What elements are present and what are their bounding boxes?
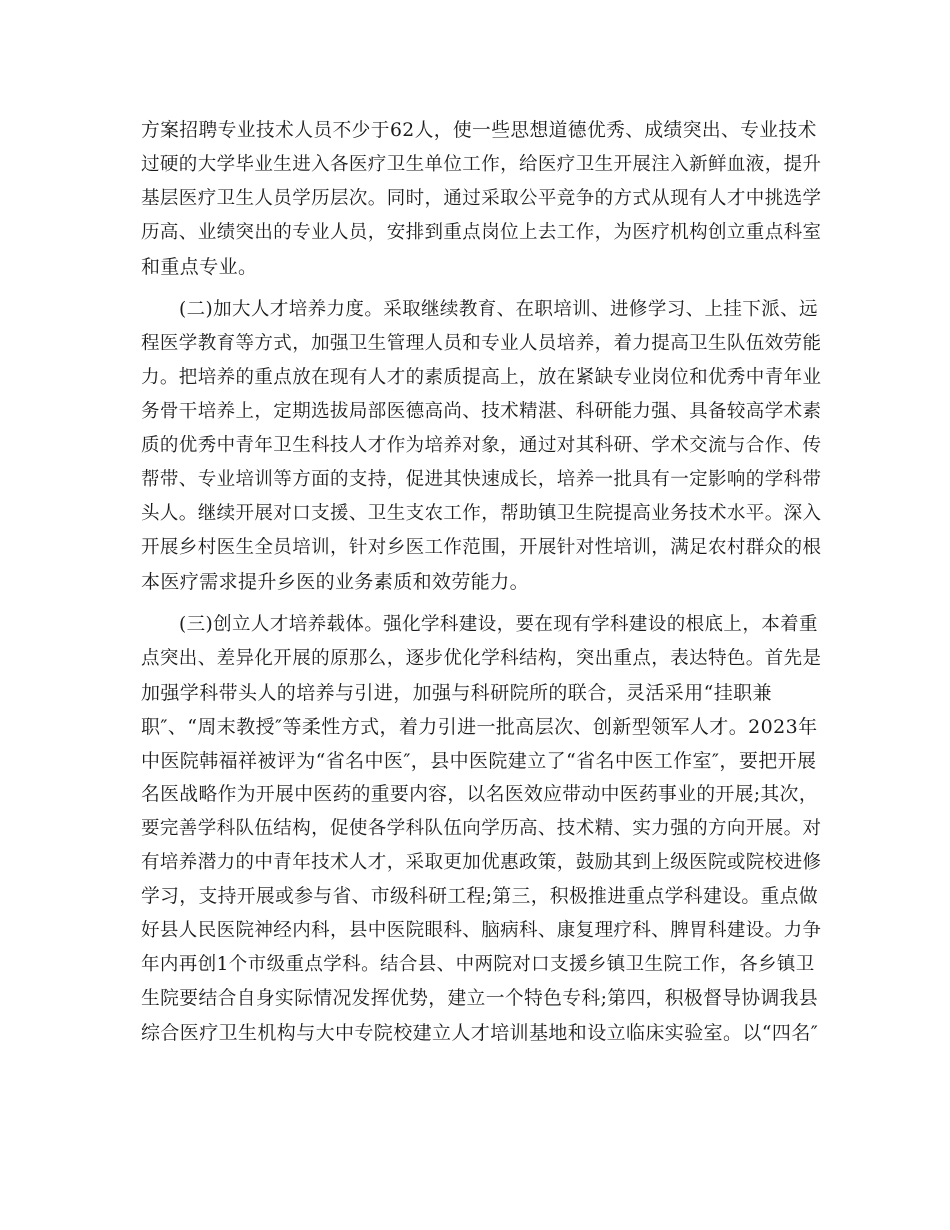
section-heading-line: (三)创立人才培养载体。强化学科建设，要在现有学科建设的根底上，本着重	[179, 614, 818, 635]
paragraph-line: 头人。继续开展对口支援、卫生支农工作，帮助镇卫生院提高业务技术水平。深入	[141, 503, 822, 524]
paragraph-line: 加强学科带头人的培养与引进，加强与科研院所的联合，灵活采用“挂职兼	[141, 682, 772, 704]
paragraph-line: 要完善学科队伍结构，促使各学科队伍向学历高、技术精、实力强的方向开展。对	[141, 818, 822, 839]
paragraph-line: 基层医疗卫生人员学历层次。同时，通过采取公平竞争的方式从现有人才中挑选学	[141, 188, 822, 209]
paragraph-line: 程医学教育等方式，加强卫生管理人员和专业人员培养，着力提高卫生队伍效劳能	[141, 333, 822, 354]
paragraph-line: 方案招聘专业技术人员不少于62人，使一些思想道德优秀、成绩突出、专业技术	[141, 120, 817, 141]
paragraph-line: 中医院韩福祥被评为“省名中医″，县中医院建立了“省名中医工作室″，要把开展	[141, 750, 817, 772]
paragraph-line: 名医战略作为开展中医药的重要内容，以名医效应带动中医药事业的开展;其次，	[141, 784, 818, 805]
paragraph-line: 力。把培养的重点放在现有人才的素质提高上，放在紧缺专业岗位和优秀中青年业	[141, 367, 822, 388]
paragraph-line: 好县人民医院神经内科，县中医院眼科、脑病科、康复理疗科、脾胃科建设。力争	[141, 920, 822, 941]
paragraph-line: 生院要结合自身实际情况发挥优势，建立一个特色专科;第四，积极督导协调我县	[141, 988, 818, 1009]
paragraph-line: 开展乡村医生全员培训，针对乡医工作范围，开展针对性培训，满足农村群众的根	[141, 537, 822, 558]
section-heading-line: (二)加大人才培养力度。采取继续教育、在职培训、进修学习、上挂下派、远	[179, 299, 818, 320]
paragraph-line: 和重点专业。	[141, 256, 258, 278]
paragraph-line: 年内再创1个市级重点学科。结合县、中两院对口支援乡镇卫生院工作，各乡镇卫	[141, 954, 815, 975]
paragraph-line: 质的优秀中青年卫生科技人才作为培养对象，通过对其科研、学术交流与合作、传	[141, 435, 822, 456]
paragraph-line: 有培养潜力的中青年技术人才，采取更加优惠政策，鼓励其到上级医院或院校进修	[141, 852, 822, 873]
paragraph-line: 点突出、差异化开展的原那么，逐步优化学科结构，突出重点，表达特色。首先是	[141, 648, 822, 669]
paragraph-line: 历高、业绩突出的专业人员，安排到重点岗位上去工作，为医疗机构创立重点科室	[141, 222, 822, 243]
paragraph-line: 帮带、专业培训等方面的支持，促进其快速成长，培养一批具有一定影响的学科带	[141, 469, 822, 490]
paragraph-line: 务骨干培养上，定期选拔局部医德高尚、技术精湛、科研能力强、具备较高学术素	[141, 401, 822, 422]
paragraph-line: 职″、“周末教授″等柔性方式，着力引进一批高层次、创新型领军人才。2023年	[141, 716, 818, 738]
paragraph-line: 过硬的大学毕业生进入各医疗卫生单位工作，给医疗卫生开展注入新鲜血液，提升	[141, 154, 822, 175]
paragraph-line: 学习，支持开展或参与省、市级科研工程;第三，积极推进重点学科建设。重点做	[141, 886, 818, 907]
paragraph-line: 综合医疗卫生机构与大中专院校建立人才培训基地和设立临床实验室。以“四名″	[141, 1022, 819, 1044]
paragraph-line: 本医疗需求提升乡医的业务素质和效劳能力。	[141, 571, 530, 593]
